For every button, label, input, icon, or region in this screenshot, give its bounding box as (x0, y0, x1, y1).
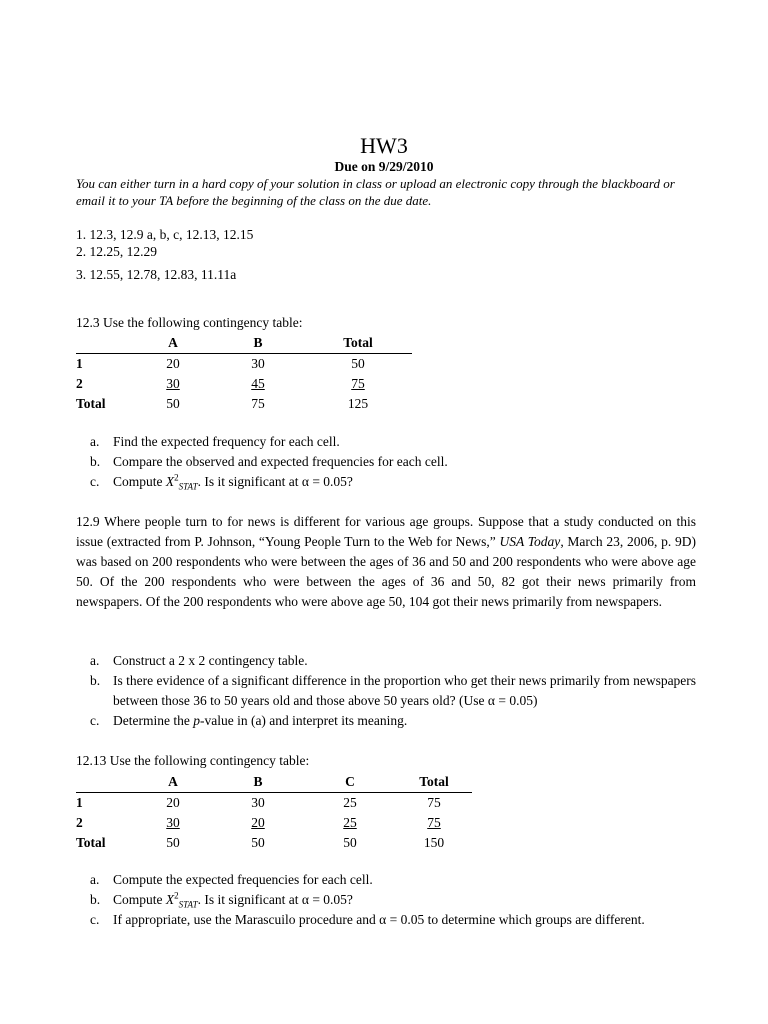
row-label: Total (76, 835, 106, 850)
item-text: . Is it significant at α = 0.05? (197, 474, 353, 489)
list-marker: b. (90, 454, 101, 469)
list-marker: a. (90, 434, 100, 449)
subscript: STAT (178, 899, 198, 910)
item-text: . Is it significant at α = 0.05? (197, 892, 353, 907)
list-marker: a. (90, 653, 100, 668)
source-title: USA Today (499, 534, 561, 549)
item-text: Is there evidence of a significant difference in the proportion who get their news primarily from newspapers between those 36 to 50 years old and those above 50 years old? (Use α = 0.05) (113, 673, 697, 708)
contingency-table-12-13 (76, 772, 472, 853)
chi-square-symbol: X (165, 474, 175, 489)
item-text: Find the expected frequency for each cell. (113, 434, 340, 449)
list-marker: b. (90, 892, 101, 907)
list-marker: c. (90, 912, 100, 927)
item-text: Compute (113, 892, 166, 907)
problem-12-9-text (76, 512, 696, 612)
list-item (76, 890, 716, 910)
assignment-line: 3. 12.55, 12.78, 12.83, 11.11a (76, 267, 237, 282)
table-header-cell: A (134, 333, 212, 354)
superscript: 2 (174, 472, 179, 483)
table-cell: 50 (251, 835, 265, 850)
row-label: Total (76, 396, 106, 411)
assignment-line: 2. 12.25, 12.29 (76, 244, 157, 259)
list-item (76, 671, 716, 711)
chi-square-symbol: X (165, 892, 175, 907)
table-cell: 20 (166, 356, 180, 371)
row-label: 2 (76, 376, 83, 391)
item-text: Compare the observed and expected frequencies for each cell. (113, 454, 448, 469)
table-cell: 125 (347, 396, 369, 411)
row-label: 2 (76, 815, 83, 830)
table-header-cell (76, 333, 134, 354)
table-cell: 30 (166, 815, 180, 830)
table-cell: 50 (351, 356, 365, 371)
item-text: If appropriate, use the Marascuilo procedure and α = 0.05 to determine which groups are different. (113, 912, 645, 927)
list-item (76, 472, 716, 492)
paragraph-text: , March 23, 2006, p. 9D) was based on 200 respondents who were between the ages of 36 and 50 and 200 respondents who were above age 50. Of the 200 respondents who were between the ages of 36 and 50, 82 got their news primarily from newspapers. Of the 200 respondents who were above age 50, 104 got their news primarily from newspapers. (76, 534, 697, 609)
table-cell: 30 (251, 795, 265, 810)
table-header-cell: B (212, 772, 304, 793)
table-row (76, 394, 412, 414)
table-header-cell: B (212, 333, 304, 354)
list-marker: a. (90, 872, 100, 887)
item-text: Compute the expected frequencies for each cell. (113, 872, 373, 887)
list-item (76, 711, 716, 731)
problem-12-9-items (76, 651, 716, 731)
list-marker: b. (90, 673, 101, 688)
problem-12-13-items (76, 870, 716, 930)
table-header-cell (76, 772, 134, 793)
table-cell: 50 (343, 835, 357, 850)
table-cell: 75 (251, 396, 265, 411)
submission-note: You can either turn in a hard copy of your solution in class or upload an electronic copy through the blackboard or email it to your TA before the beginning of the class on the due date. (76, 176, 675, 208)
italic-p: p (193, 713, 200, 728)
table-cell: 75 (427, 815, 441, 830)
problem-12-3-items (76, 432, 716, 492)
list-item (76, 910, 716, 930)
item-text: Determine the (113, 713, 194, 728)
assignment-line: 1. 12.3, 12.9 a, b, c, 12.13, 12.15 (76, 227, 254, 242)
item-text: -value in (a) and interpret its meaning. (199, 713, 408, 728)
table-header-row (76, 772, 472, 793)
subscript: STAT (178, 481, 198, 492)
item-text: Compute (113, 474, 166, 489)
list-item (76, 432, 716, 452)
list-item (76, 870, 716, 890)
paragraph-text: 12.9 Where people turn to for news is different for various age groups. Suppose that a study conducted on this issue (extracted from P. Johnson, “Young People Turn to the Web for News,” (76, 514, 696, 549)
problem-12-13-intro: 12.13 Use the following contingency table: (76, 753, 310, 768)
table-cell: 30 (251, 356, 265, 371)
table-cell: 30 (166, 376, 180, 391)
table-header-cell: C (304, 772, 396, 793)
table-cell: 45 (251, 376, 265, 391)
table-cell: 150 (423, 835, 445, 850)
table-cell: 50 (166, 835, 180, 850)
table-header-cell: Total (396, 772, 472, 793)
table-cell: 25 (343, 795, 357, 810)
row-label: 1 (76, 356, 83, 371)
contingency-table-12-3 (76, 333, 412, 414)
table-header-cell: A (134, 772, 212, 793)
table-header-row (76, 333, 412, 354)
table-cell: 75 (351, 376, 365, 391)
page-title: HW3 (360, 133, 408, 158)
table-cell: 20 (166, 795, 180, 810)
item-text: Construct a 2 x 2 contingency table. (113, 653, 308, 668)
list-item (76, 452, 716, 472)
table-header-cell: Total (304, 333, 412, 354)
table-cell: 20 (251, 815, 265, 830)
list-marker: c. (90, 474, 100, 489)
row-label: 1 (76, 795, 83, 810)
table-cell: 50 (166, 396, 180, 411)
due-date: Due on 9/29/2010 (334, 159, 434, 174)
table-row (76, 813, 472, 833)
list-item (76, 651, 716, 671)
superscript: 2 (174, 890, 179, 901)
table-cell: 25 (343, 815, 357, 830)
table-row (76, 793, 472, 814)
table-row (76, 374, 412, 394)
table-row (76, 354, 412, 375)
table-row (76, 833, 472, 853)
table-cell: 75 (427, 795, 441, 810)
list-marker: c. (90, 713, 100, 728)
problem-12-3-intro: 12.3 Use the following contingency table: (76, 315, 303, 330)
